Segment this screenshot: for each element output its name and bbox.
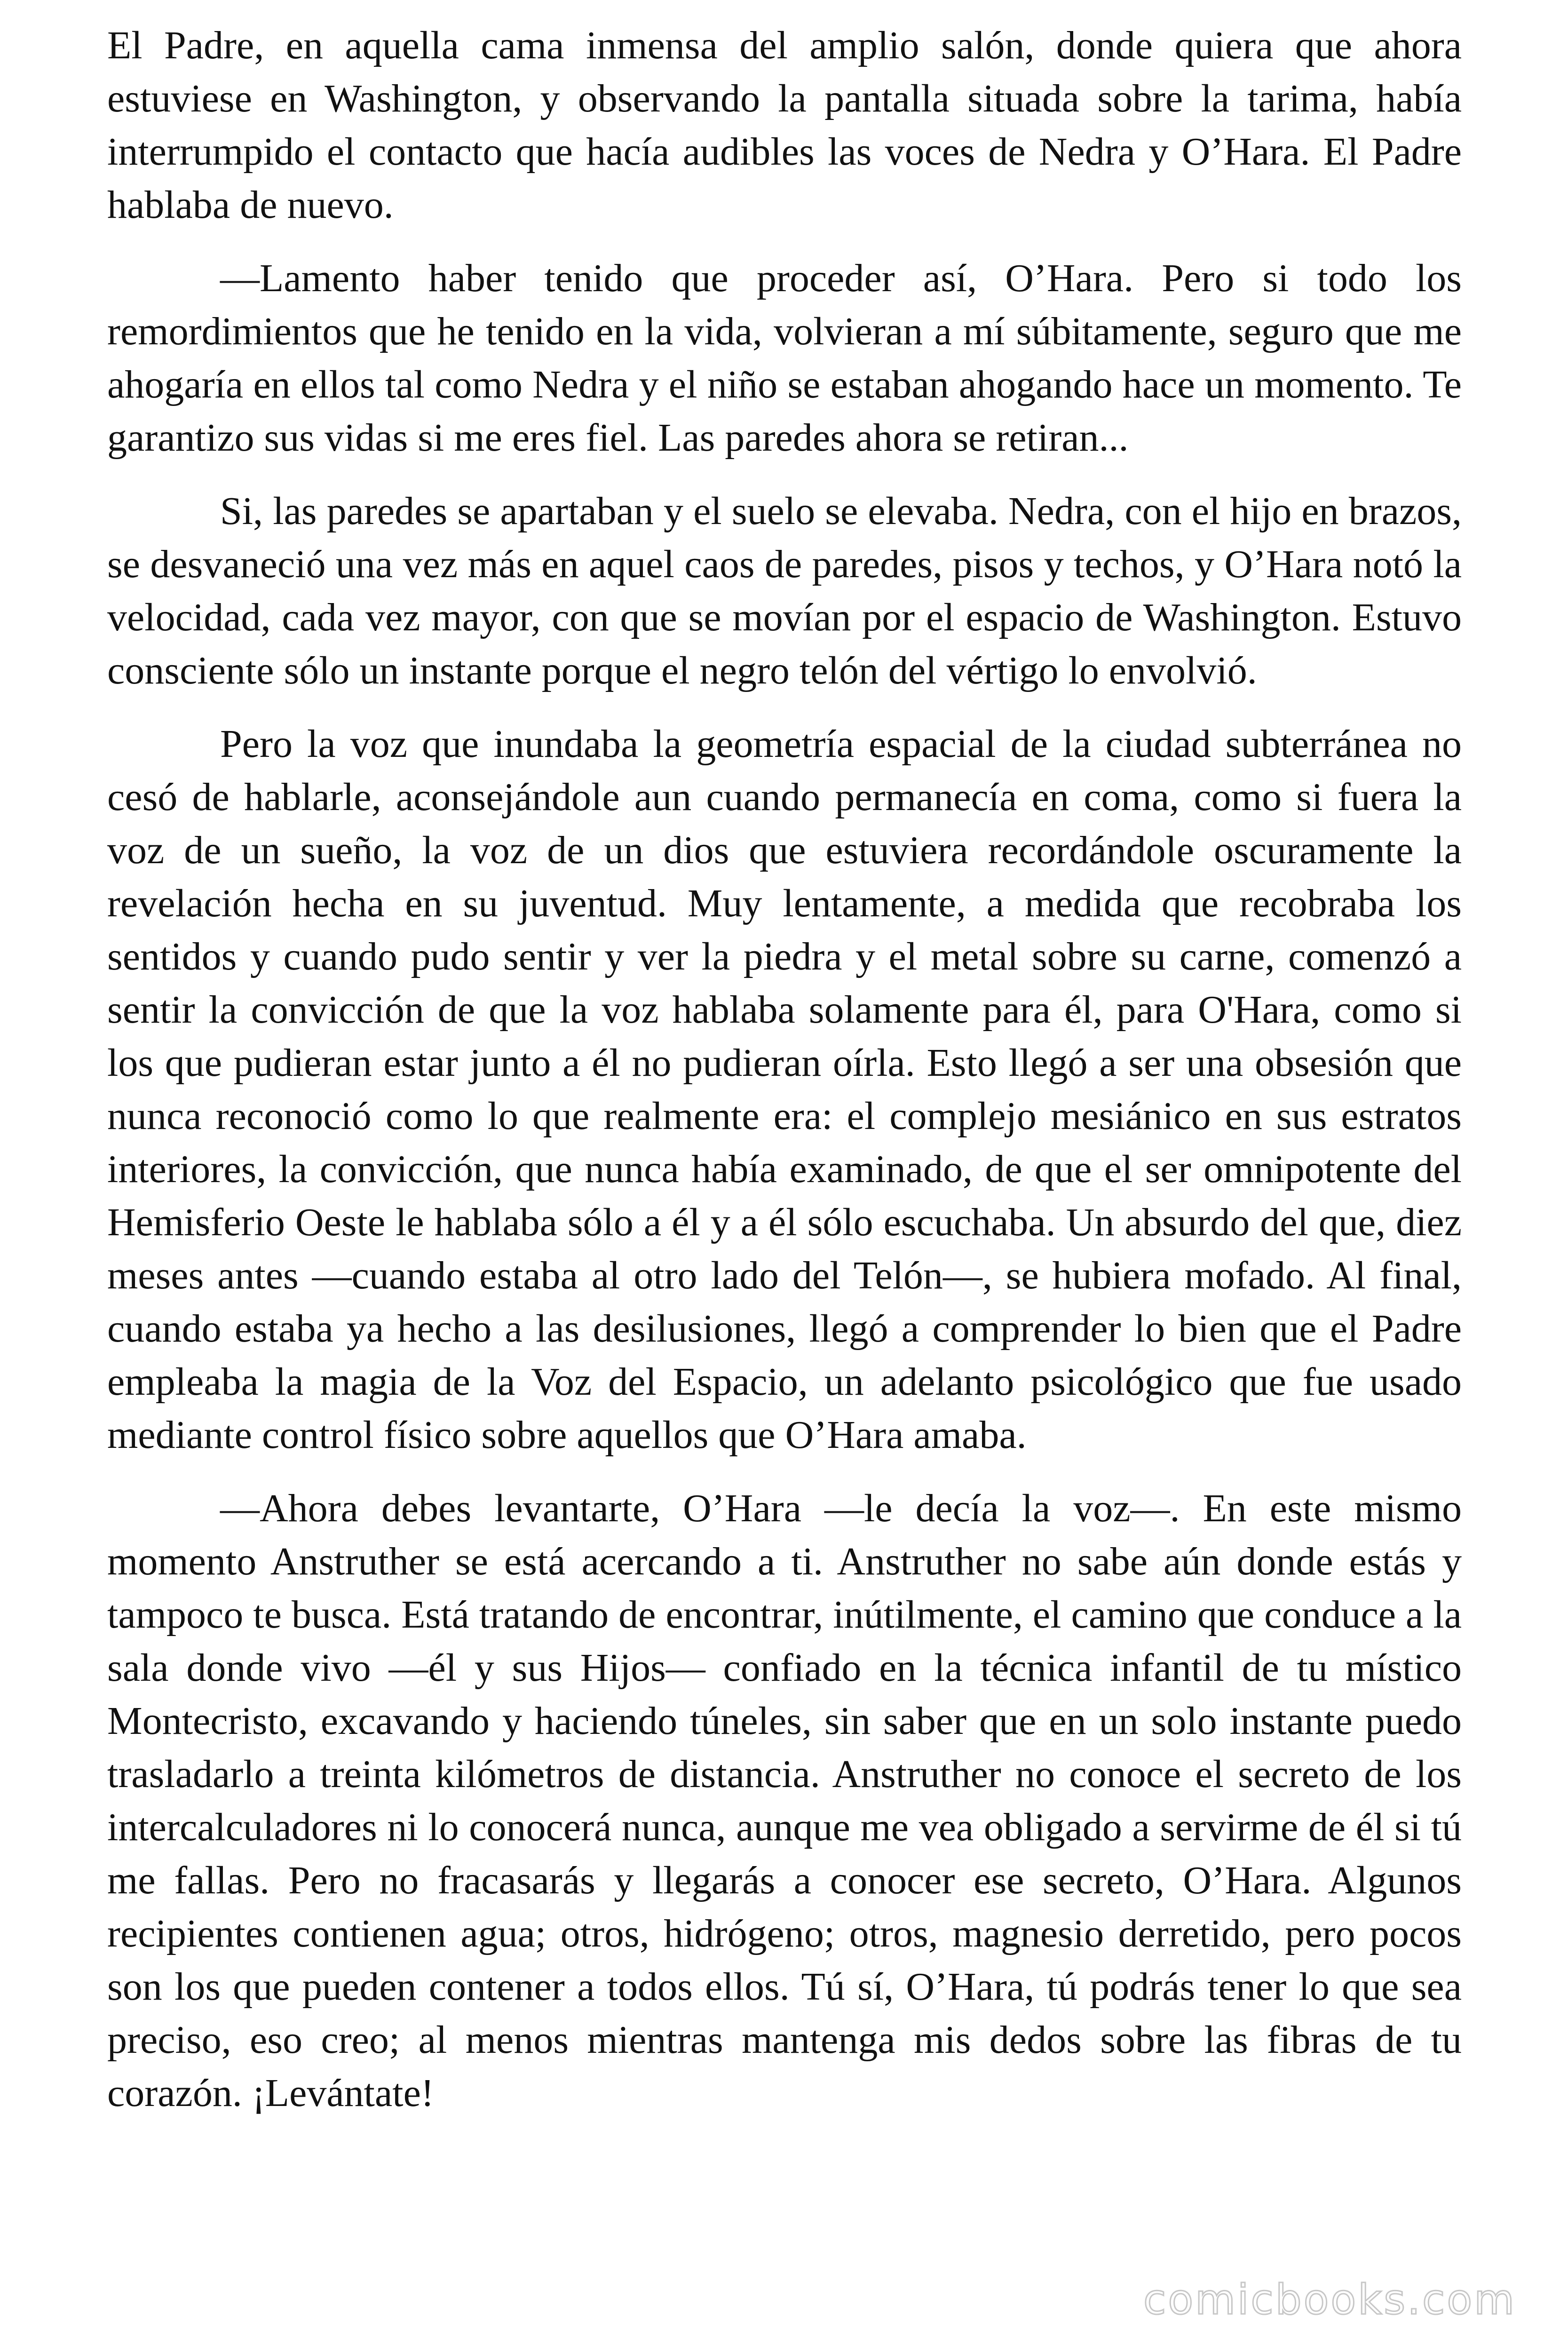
paragraph-5: —Ahora debes levantarte, O’Hara —le decía la voz—. En este mismo momento Anstruther se está acercando a ti. Anstruther no sabe aún donde estás y tampoco te busca. Está tratando de encontrar, inútilmente, el camino que conduce a la sala donde vivo —él y sus Hijos— confiado en la técnica infantil de tu místico Montecristo, excavando y haciendo túneles, sin saber que en un solo instante puedo trasladarlo a treinta kilómetros de distancia. Anstruther no conoce el secreto de los intercalculadores ni lo conocerá nunca, aunque me vea obligado a servirme de él si tú me fallas. Pero no fracasarás y llegarás a conocer ese secreto, O’Hara. Algunos recipientes contienen agua; otros, hidrógeno; otros, magnesio derretido, pero pocos son los que pueden contener a todos ellos. Tú sí, O’Hara, tú podrás tener lo que sea preciso, eso creo; al menos mientras mantenga mis dedos sobre las fibras de tu corazón. ¡Levántate! — [107, 1486, 1462, 2115]
paragraph-3: Si, las paredes se apartaban y el suelo se elevaba. Nedra, con el hijo en brazos, se desvaneció una vez más en aquel caos de paredes, pisos y techos, y O’Hara notó la velocidad, cada vez mayor, con que se movían por el espacio de Washington. Estuvo consciente sólo un instante porque el negro telón del vértigo lo envolvió. — [107, 489, 1462, 692]
paragraph-2: —Lamento haber tenido que proceder así, O’Hara. Pero si todo los remordimientos que he tenido en la vida, volvieran a mí súbitamente, seguro que me ahogaría en ellos tal como Nedra y el niño se estaban ahogando hace un momento. Te garantizo sus vidas si me eres fiel. Las paredes ahora se retiran... — [107, 256, 1462, 460]
paragraph-1: El Padre, en aquella cama inmensa del amplio salón, donde quiera que ahora estuviese en Washington, y observando la pantalla situada sobre la tarima, había interrumpido el contacto que hacía audibles las voces de Nedra y O’Hara. El Padre hablaba de nuevo. — [107, 24, 1462, 227]
paragraph-4: Pero la voz que inundaba la geometría espacial de la ciudad subterránea no cesó de hablarle, aconsejándole aun cuando permanecía en coma, como si fuera la voz de un sueño, la voz de un dios que estuviera recordándole oscuramente la revelación hecha en su juventud. Muy lentamente, a medida que recobraba los sentidos y cuando pudo sentir y ver la piedra y el metal sobre su carne, comenzó a sentir la convicción de que la voz hablaba solamente para él, para O'Hara, como si los que pudieran estar junto a él no pudieran oírla. Esto llegó a ser una obsesión que nunca reconoció como lo que realmente era: el complejo mesiánico en sus estratos interiores, la convicción, que nunca había examinado, de que el ser omnipotente del Hemisferio Oeste le hablaba sólo a él y a él sólo escuchaba. Un absurdo del que, diez meses antes —cuando estaba al otro lado del Telón—, se hubiera mofado. Al final, cuando estaba ya hecho a las desilusiones, llegó a comprender lo bien que el Padre empleaba la magia de la Voz del Espacio, un adelanto psicológico que fue usado mediante control físico sobre aquellos que O’Hara amaba. — [107, 722, 1462, 1457]
watermark-logo: comicbooks.com — [1143, 2275, 1516, 2324]
document-page — [107, 19, 1462, 2140]
